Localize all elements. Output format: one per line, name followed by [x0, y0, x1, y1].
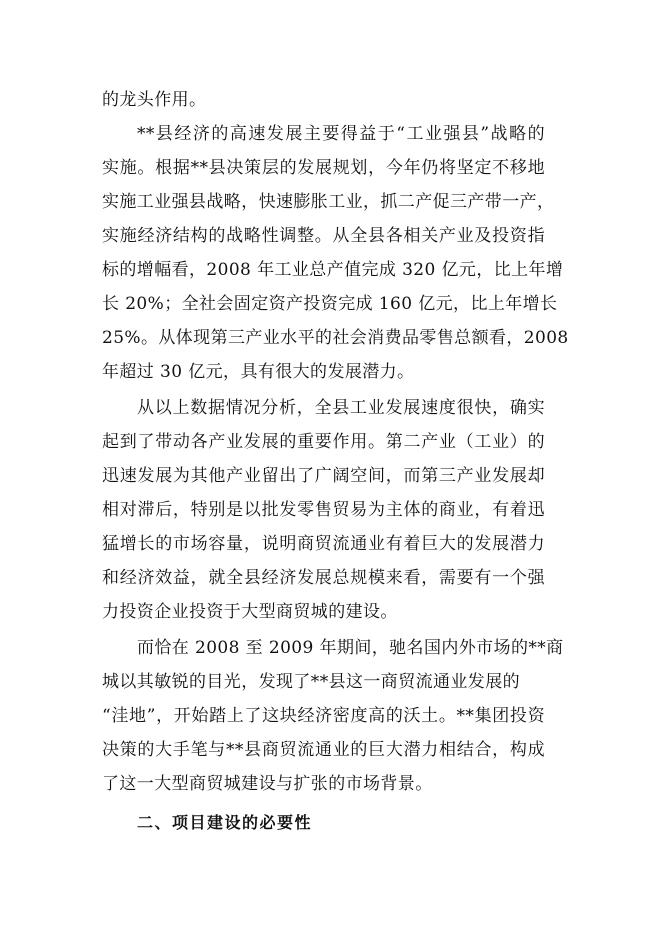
- paragraph-line: 标的增幅看，2008 年工业总产值完成 320 亿元，比上年增: [102, 260, 564, 280]
- paragraph-line: 和经济效益，就全县经济发展总规模来看，需要有一个强: [102, 568, 545, 588]
- paragraph-line: 相对滞后，特别是以批发零售贸易为主体的商业，有着迅: [102, 500, 545, 520]
- paragraph-line: **县经济的高速发展主要得益于“工业强县”战略的: [137, 124, 545, 144]
- paragraph-line: 城以其敏锐的目光，发现了**县这一商贸流通业发展的: [102, 672, 520, 692]
- paragraph-line: 实施经济结构的战略性调整。从全县各相关产业及投资指: [102, 226, 545, 246]
- section-heading: 二、项目建设的必要性: [137, 813, 313, 832]
- paragraph-line: 决策的大手笔与**县商贸流通业的巨大潜力相结合，构成: [102, 740, 545, 760]
- paragraph-line: 实施。根据**县决策层的发展规划，今年仍将坚定不移地: [102, 158, 545, 178]
- paragraph-line: 了这一大型商贸城建设与扩张的市场背景。: [102, 774, 433, 794]
- paragraph-line: 而恰在 2008 至 2009 年期间，驰名国内外市场的**商: [137, 638, 564, 658]
- paragraph-line: 起到了带动各产业发展的重要作用。第二产业（工业）的: [102, 432, 545, 452]
- paragraph-line: 实施工业强县战略，快速膨胀工业，抓二产促三产带一产，: [102, 192, 555, 212]
- paragraph-line: 25%。从体现第三产业水平的社会消费品零售总额看，2008: [102, 328, 569, 348]
- paragraph-line: “洼地”，开始踏上了这块经济密度高的沃土。**集团投资: [102, 706, 545, 726]
- paragraph-line: 迅速发展为其他产业留出了广阔空间，而第三产业发展却: [102, 466, 545, 486]
- paragraph-line: 猛增长的市场容量，说明商贸流通业有着巨大的发展潜力: [102, 534, 545, 554]
- paragraph-line: 力投资企业投资于大型商贸城的建设。: [102, 602, 398, 622]
- paragraph-line: 年超过 30 亿元，具有很大的发展潜力。: [102, 362, 415, 382]
- paragraph-line: 的龙头作用。: [102, 90, 207, 110]
- paragraph-line: 从以上数据情况分析，全县工业发展速度很快，确实: [137, 398, 545, 418]
- paragraph-line: 长 20%；全社会固定资产投资完成 160 亿元，比上年增长: [102, 294, 558, 314]
